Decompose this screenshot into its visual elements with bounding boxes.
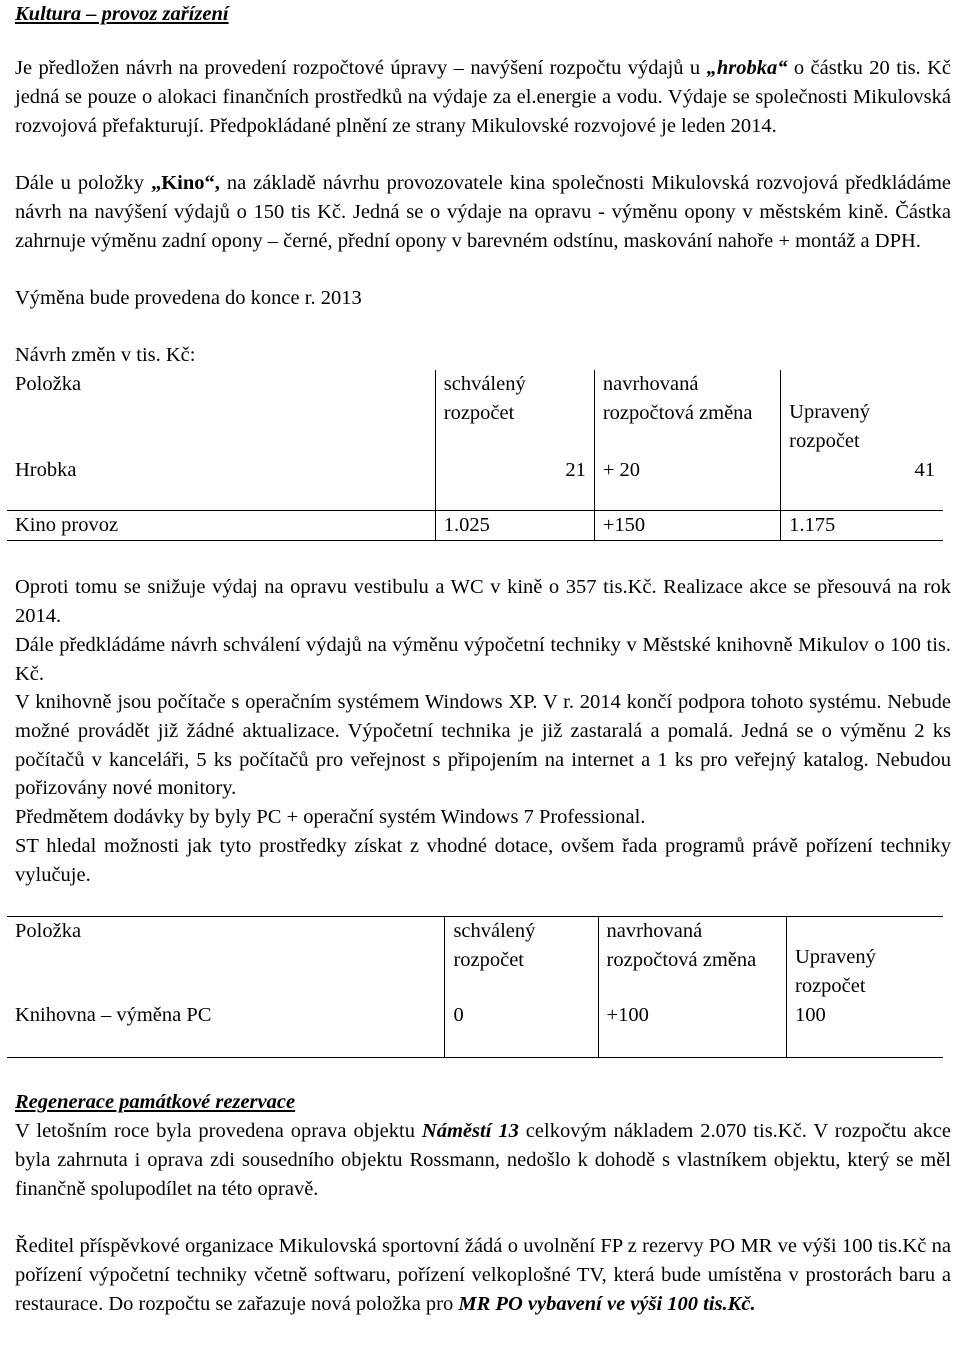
header-adjusted: Upravený rozpočet xyxy=(787,917,944,1002)
text-run: celkovým nákladem 2.070 tis.Kč. V rozpočtu akce byla zahrnuta i oprava zdi sousedního objektu Rossmann, nedošlo k dohodě s vlastníkem objektu, který se měl finančně spolupodílet na této opravě. xyxy=(15,1120,952,1200)
text-run: Je předložen návrh na provedení rozpočtové úpravy – navýšení rozpočtu výdajů u xyxy=(15,57,707,79)
emphasis-new-item: MR PO vybavení ve výši 100 tis.Kč. xyxy=(458,1292,756,1315)
emphasis-namesti: Náměstí 13 xyxy=(421,1120,519,1142)
paragraph-vestibule: Oproti tomu se snižuje výdaj na opravu vestibulu a WC v kině o 357 tis.Kč. Realizace akce se přesouvá na rok 2014. xyxy=(15,576,951,627)
header-change: navrhovaná rozpočtová změna xyxy=(598,917,786,1002)
table-header-row xyxy=(7,917,943,1002)
cell-approved: 21 xyxy=(435,456,594,511)
cell-change: +100 xyxy=(598,1001,786,1058)
header-item: Položka xyxy=(7,917,445,1002)
text-run: V letošním roce byla provedena oprava objektu xyxy=(15,1120,422,1142)
paragraph-hrobka xyxy=(15,54,951,140)
section-heading-regeneration: Regenerace památkové rezervace xyxy=(15,1091,296,1113)
cell-adjusted: 1.175 xyxy=(781,511,943,541)
text-run: na základě návrhu provozovatele kina společnosti Mikulovská rozvojová předkládáme návrh na navýšení výdajů o 150 tis Kč. Jedná se o výdaje na opravu - výměnu opony v městském kině. Částka zahrnuje výměnu zadní opony – černé, přední opony v barevném odstínu, maskování nahoře + montáž a DPH. xyxy=(15,172,951,252)
cell-item: Hrobka xyxy=(7,456,435,511)
emphasis-hrobka: „hrobka“ xyxy=(706,57,788,79)
cell-adjusted: 100 xyxy=(787,1001,944,1058)
cell-item: Kino provoz xyxy=(7,511,435,541)
header-change: navrhovaná rozpočtová změna xyxy=(594,370,780,456)
paragraph-library-request: Dále předkládáme návrh schválení výdajů na výměnu výpočetní techniky v Městské knihovně Mikulov o 100 tis. Kč. xyxy=(15,634,951,685)
table-row xyxy=(7,456,943,511)
cell-approved: 1.025 xyxy=(435,511,594,541)
paragraph-library-details: V knihovně jsou počítače s operačním systémem Windows XP. V r. 2014 končí podpora tohoto systému. Nebude možné provádět již žádné aktualizace. Výpočetní technika je již zastaralá a pomalá. Jedná se o výměnu 2 ks počítačů v kanceláři, 5 ks počítačů pro veřejnost s připojením na internet a 1 ks pro veřejný katalog. Nebudou pořizovány nové monitory. xyxy=(15,691,951,800)
paragraph-grants: ST hledal možnosti jak tyto prostředky získat z vhodné dotace, ovšem řada programů právě pořízení techniky vylučuje. xyxy=(15,835,951,886)
paragraph-kino xyxy=(15,169,951,255)
table-header-row xyxy=(7,370,943,456)
cell-adjusted: 41 xyxy=(781,456,943,511)
cell-change: +150 xyxy=(594,511,780,541)
table-caption: Návrh změn v tis. Kč: xyxy=(15,344,196,366)
header-approved: schválený rozpočet xyxy=(435,370,594,456)
budget-table-culture xyxy=(7,370,943,541)
text-run: Ředitel příspěvkové organizace Mikulovská sportovní žádá o uvolnění FP z rezervy PO MR ve výši 100 tis.Kč na pořízení výpočetní techniky včetně softwaru, pořízení velkoplošné TV, která bude umístěna v prostorách baru a restaurace. Do rozpočtu se zařazuje nová položka pro xyxy=(15,1235,951,1315)
paragraph-namesti xyxy=(15,1117,951,1203)
cell-approved: 0 xyxy=(445,1001,598,1058)
budget-table-library xyxy=(7,916,943,1058)
paragraph-kino-deadline: Výměna bude provedena do konce r. 2013 xyxy=(15,287,362,309)
table-row xyxy=(7,511,943,541)
cell-change: + 20 xyxy=(594,456,780,511)
text-run: Dále u položky xyxy=(15,172,151,194)
table-row xyxy=(7,1001,943,1058)
text-run: o částku 20 tis. Kč jedná se pouze o alokaci finančních prostředků na výdaje za el.energie a vodu. Výdaje se společnosti Mikulovská rozvojová přefakturují. Předpokládané plnění ze strany Mikulovské rozvojové je leden 2014. xyxy=(15,57,951,137)
section-heading-culture: Kultura – provoz zařízení xyxy=(15,3,229,25)
header-item: Položka xyxy=(15,373,82,395)
cell-item: Knihovna – výměna PC xyxy=(7,1001,445,1058)
paragraph-delivery: Předmětem dodávky by byly PC + operační systém Windows 7 Professional. xyxy=(15,806,646,828)
emphasis-kino: „Kino“, xyxy=(150,172,220,194)
header-approved: schválený rozpočet xyxy=(445,917,598,1002)
header-adjusted: Upravený rozpočet xyxy=(781,370,943,456)
paragraph-sport-request xyxy=(15,1232,951,1318)
